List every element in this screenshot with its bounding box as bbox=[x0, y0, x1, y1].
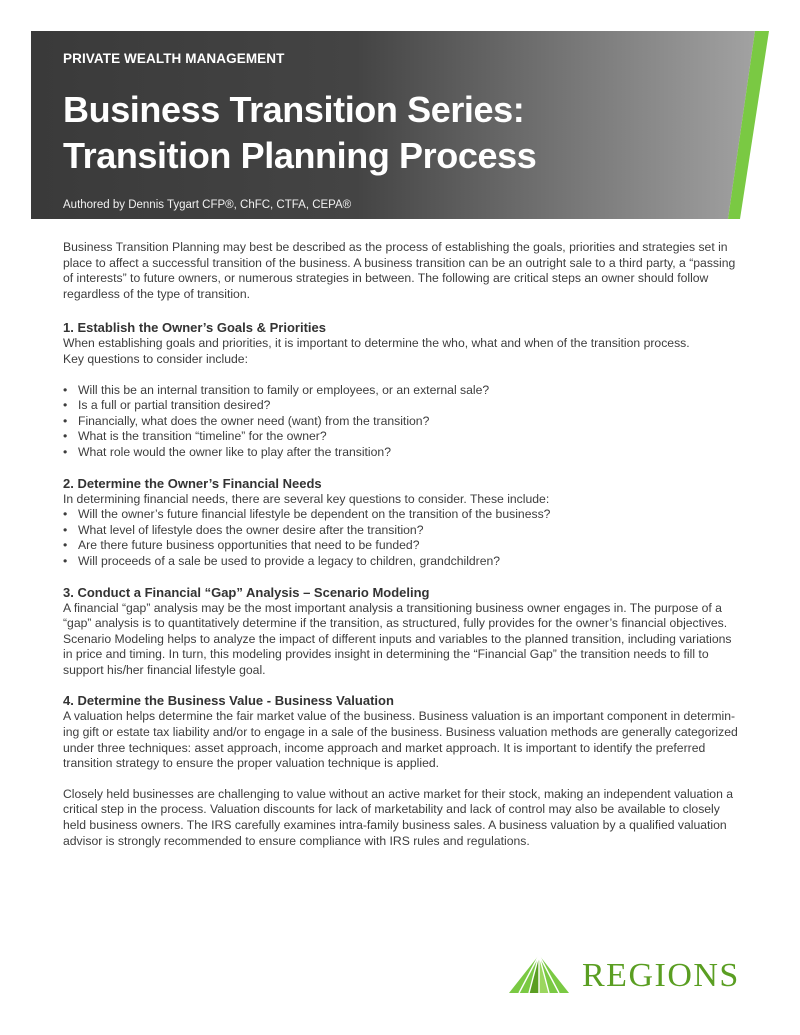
list-item: • Will the owner’s future financial lifestyle be dependent on the transition of the business? bbox=[63, 507, 738, 523]
eyebrow-label: PRIVATE WEALTH MANAGEMENT bbox=[63, 51, 285, 66]
page-title bbox=[63, 87, 536, 179]
regions-logo bbox=[507, 953, 752, 997]
list-item: • What is the transition “timeline” for the owner? bbox=[63, 429, 738, 445]
logo-wordmark: REGIONS bbox=[582, 957, 740, 994]
list-item: • Is a full or partial transition desired? bbox=[63, 398, 738, 414]
title-line-1: Business Transition Series: bbox=[63, 89, 525, 130]
section-3-text: A financial “gap” analysis may be the most important analysis a transitioning business owner engages in. The purpose of a “gap” analysis is to quantitatively determine if the transition, as structured, fully provides for the owner’s financial objectives. Scenario Modeling helps to analyze the impact of different inputs and variables to the planned transition, including variations in price and timing. In turn, this modeling provides insight in determining the “Financial Gap” the transition needs to fill to support his/her financial lifestyle goal. bbox=[63, 600, 732, 677]
list-item: • What role would the owner like to play after the transition? bbox=[63, 445, 738, 461]
section-4-text: A valuation helps determine the fair market value of the business. Business valuation is an important component in determin-ing gift or estate tax liability and/or to engage in a sale of the business. Business valuation methods are generally categorized under three techniques: asset approach, income approach and market approach. It is important to identify the preferred transition strategy to ensure the proper valuation technique is applied. bbox=[63, 709, 738, 771]
section-1-heading: 1. Establish the Owner’s Goals & Priorities bbox=[63, 320, 326, 336]
list-item: • Financially, what does the owner need (want) from the transition? bbox=[63, 414, 738, 430]
section-1-text-line-2: Key questions to consider include: bbox=[63, 351, 248, 366]
list-item: • Are there future business opportunities that need to be funded? bbox=[63, 538, 738, 554]
section-2-bullet-list bbox=[63, 507, 738, 569]
header-banner bbox=[31, 31, 769, 219]
section-2-heading: 2. Determine the Owner’s Financial Needs bbox=[63, 475, 322, 491]
triangle-leaf-logo-icon bbox=[507, 953, 571, 995]
section-2-text: In determining financial needs, there are several key questions to consider. These include: bbox=[63, 491, 550, 506]
section-1-bullet-list bbox=[63, 383, 738, 461]
section-3 bbox=[63, 585, 738, 679]
article-body bbox=[63, 240, 738, 849]
list-item: • What level of lifestyle does the owner desire after the transition? bbox=[63, 523, 738, 539]
section-4 bbox=[63, 693, 738, 849]
section-2 bbox=[63, 476, 738, 570]
section-3-heading: 3. Conduct a Financial “Gap” Analysis – Scenario Modeling bbox=[63, 584, 430, 600]
list-item: • Will this be an internal transition to family or employees, or an external sale? bbox=[63, 383, 738, 399]
section-4-text-2: Closely held businesses are challenging to value without an active market for their stock, making an independent valuation a critical step in the process. Valuation discounts for lack of marketability and lack of control may also be available to closely held business owners. The IRS carefully examines intra-family business sales. A business valuation by a qualified valuation advisor is strongly recommended to ensure compliance with IRS rules and regulations. bbox=[63, 786, 734, 848]
section-1-text-line-1: When establishing goals and priorities, it is important to determine the who, what and when of the transition process. bbox=[63, 336, 690, 351]
section-4-heading: 4. Determine the Business Value - Business Valuation bbox=[63, 693, 394, 709]
author-byline: Authored by Dennis Tygart CFP®, ChFC, CTFA, CEPA® bbox=[63, 199, 352, 211]
intro-paragraph: Business Transition Planning may best be described as the process of establishing the goals, priorities and strategies set in place to affect a successful transition of the business. A business transition can be an outright sale to a third party, a “passing of interests” to future owners, or numerous strategies in between. The following are critical steps an owner should follow regardless of the type of transition. bbox=[63, 240, 736, 301]
list-item: • Will proceeds of a sale be used to provide a legacy to children, grandchildren? bbox=[63, 554, 738, 570]
title-line-2: Transition Planning Process bbox=[63, 135, 537, 176]
section-1 bbox=[63, 320, 738, 460]
